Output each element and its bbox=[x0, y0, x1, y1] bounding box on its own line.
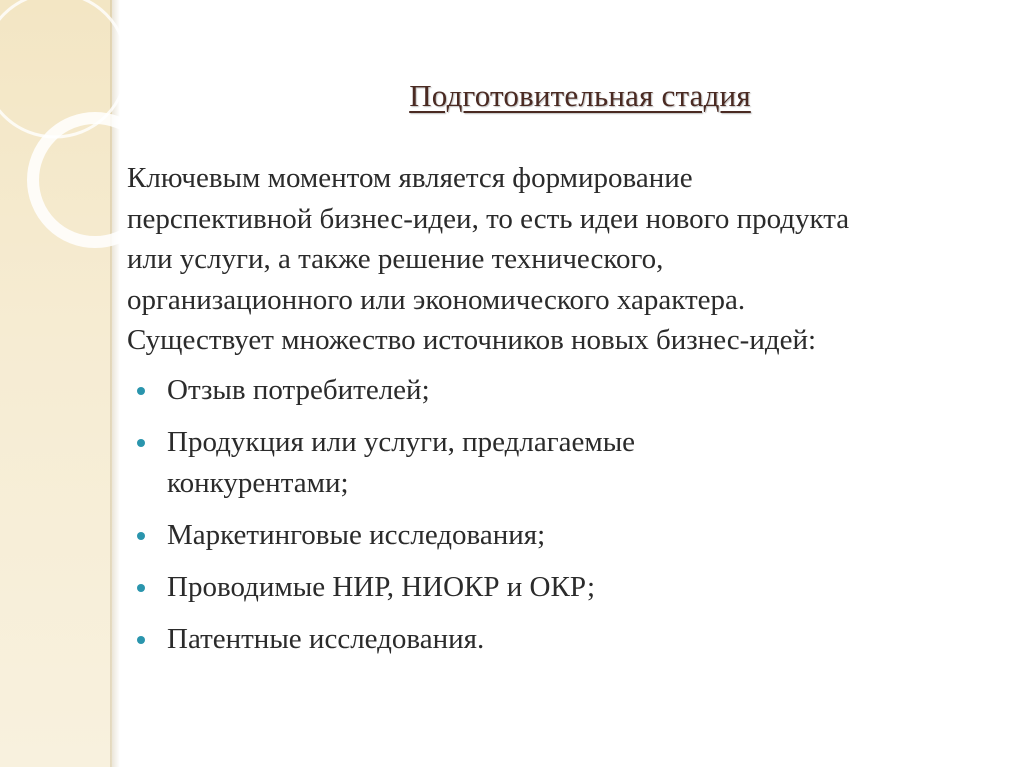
list-item bbox=[167, 567, 767, 608]
page-title: Подготовительная стадия bbox=[409, 78, 751, 113]
intro-line: перспективной бизнес-идеи, то есть идеи нового продукта bbox=[127, 202, 850, 235]
list-item-text: Проводимые НИР, НИОКР и ОКР; bbox=[167, 570, 596, 603]
bullet-dot-icon bbox=[137, 532, 145, 540]
intro-line: организационного или экономического характера. bbox=[127, 283, 746, 316]
bullet-dot-icon bbox=[137, 439, 145, 447]
bullet-dot-icon bbox=[137, 584, 145, 592]
list-item-text: Продукция или услуги, предлагаемые конкурентами; bbox=[167, 425, 636, 499]
intro-line: или услуги, а также решение технического, bbox=[127, 243, 664, 275]
list-item bbox=[167, 370, 767, 411]
list-item-text: Патентные исследования. bbox=[167, 622, 485, 655]
intro-line: Ключевым моментом является формирование bbox=[127, 162, 693, 194]
intro-line: Существует множество источников новых бизнес-идей: bbox=[127, 324, 817, 356]
list-item bbox=[167, 515, 767, 556]
bullet-dot-icon bbox=[137, 636, 145, 644]
bullet-list bbox=[127, 370, 997, 660]
intro-paragraph bbox=[127, 158, 997, 361]
list-item-text: Маркетинговые исследования; bbox=[167, 518, 546, 551]
slide-body bbox=[127, 158, 997, 671]
list-item-text: Отзыв потребителей; bbox=[167, 373, 430, 406]
list-item bbox=[167, 619, 767, 660]
bullet-dot-icon bbox=[137, 387, 145, 395]
list-item bbox=[167, 422, 767, 504]
